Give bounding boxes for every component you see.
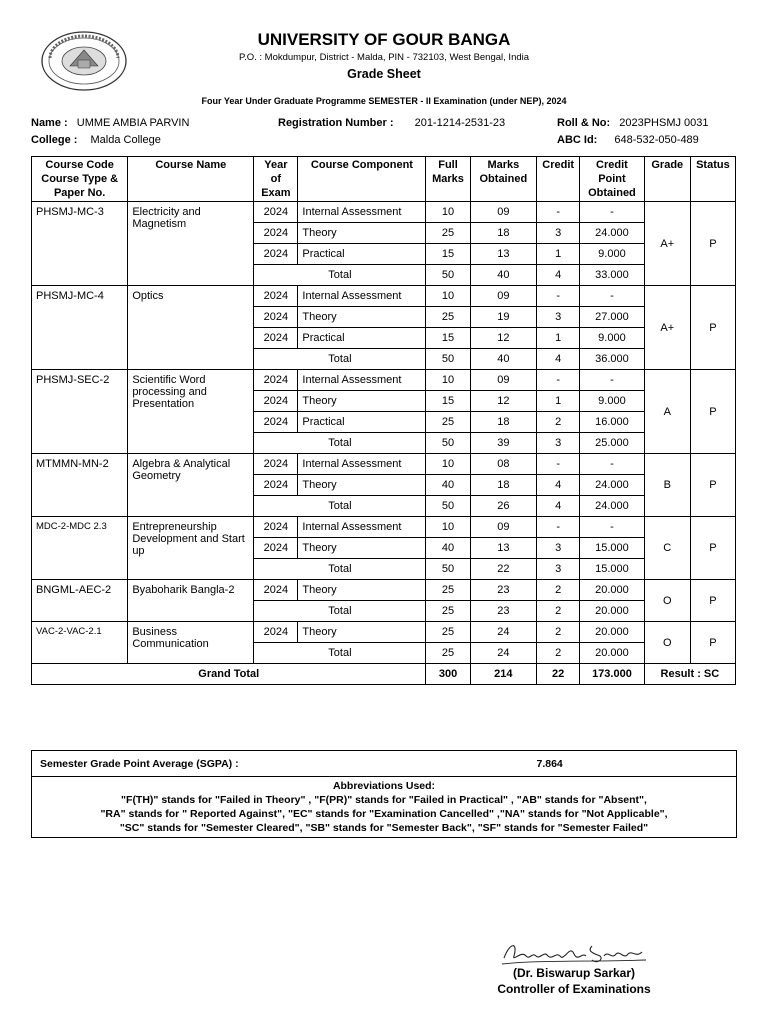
total-full-marks: 50 (426, 265, 470, 286)
course-component: Theory (298, 307, 426, 328)
credit: 2 (537, 412, 580, 433)
course-name: Scientific Word processing and Presentation (128, 370, 254, 454)
registration-row (278, 117, 505, 129)
total-full-marks: 25 (426, 601, 470, 622)
exam-year: 2024 (254, 328, 298, 349)
credit: - (537, 202, 580, 223)
status: P (690, 202, 735, 286)
course-name: Algebra & Analytical Geometry (128, 454, 254, 517)
grade: C (644, 517, 690, 580)
total-credit: 2 (537, 643, 580, 664)
col-header-full-marks: Full Marks (426, 157, 470, 202)
abc-row (557, 134, 699, 146)
grand-total-label: Grand Total (32, 664, 426, 685)
credit: - (537, 517, 580, 538)
course-name: Byaboharik Bangla-2 (128, 580, 254, 622)
credit-point: - (580, 202, 645, 223)
marks-obtained: 09 (470, 517, 537, 538)
college-name: Malda College (90, 134, 161, 146)
full-marks: 25 (426, 307, 470, 328)
sgpa-row (32, 751, 737, 777)
credit: 3 (537, 307, 580, 328)
col-header-status: Status (690, 157, 735, 202)
exam-year: 2024 (254, 244, 298, 265)
college-label: College : (31, 134, 78, 146)
exam-year: 2024 (254, 538, 298, 559)
course-component-row (32, 286, 736, 307)
credit: 3 (537, 538, 580, 559)
col-header-code: Course Code Course Type & Paper No. (32, 157, 128, 202)
total-credit: 3 (537, 433, 580, 454)
abc-label: ABC Id: (557, 134, 598, 146)
credit: 1 (537, 391, 580, 412)
course-name: Entrepreneurship Development and Start up (128, 517, 254, 580)
exam-year: 2024 (254, 580, 298, 601)
full-marks: 10 (426, 454, 470, 475)
total-credit: 4 (537, 496, 580, 517)
exam-year: 2024 (254, 370, 298, 391)
full-marks: 25 (426, 580, 470, 601)
total-full-marks: 50 (426, 559, 470, 580)
credit-point: 24.000 (580, 475, 645, 496)
marks-obtained: 18 (470, 223, 537, 244)
col-header-credit: Credit (537, 157, 580, 202)
status: P (690, 517, 735, 580)
registration-number: 201-1214-2531-23 (414, 117, 506, 129)
marks-obtained: 09 (470, 202, 537, 223)
student-name: UMME AMBIA PARVIN (76, 117, 190, 129)
total-label: Total (254, 601, 426, 622)
credit-point: 27.000 (580, 307, 645, 328)
grade-table (31, 156, 736, 685)
full-marks: 15 (426, 391, 470, 412)
grade: O (644, 622, 690, 664)
abbreviations-title: Abbreviations Used: (332, 780, 436, 792)
credit: 1 (537, 244, 580, 265)
college-row (31, 134, 161, 146)
credit-point: 16.000 (580, 412, 645, 433)
course-component: Theory (298, 391, 426, 412)
total-full-marks: 50 (426, 349, 470, 370)
exam-year: 2024 (254, 202, 298, 223)
course-component-row (32, 454, 736, 475)
total-marks-obtained: 22 (470, 559, 537, 580)
result-status: Result : SC (644, 664, 735, 685)
exam-year: 2024 (254, 223, 298, 244)
document-title: Grade Sheet (347, 67, 421, 81)
course-code: PHSMJ-MC-4 (32, 286, 128, 370)
exam-year: 2024 (254, 391, 298, 412)
roll-row (557, 117, 709, 129)
name-row (31, 117, 189, 129)
marks-obtained: 18 (470, 412, 537, 433)
credit: - (537, 286, 580, 307)
total-full-marks: 25 (426, 643, 470, 664)
total-marks-obtained: 40 (470, 349, 537, 370)
total-marks-obtained: 26 (470, 496, 537, 517)
credit-point: - (580, 517, 645, 538)
full-marks: 10 (426, 370, 470, 391)
total-credit-point: 25.000 (580, 433, 645, 454)
status: P (690, 622, 735, 664)
registration-label: Registration Number : (278, 117, 394, 129)
controller-name: (Dr. Biswarup Sarkar) (512, 966, 636, 980)
total-credit-point: 20.000 (580, 643, 645, 664)
total-full-marks: 50 (426, 496, 470, 517)
course-component: Theory (298, 538, 426, 559)
total-label: Total (254, 265, 426, 286)
course-code: PHSMJ-MC-3 (32, 202, 128, 286)
total-credit-point: 15.000 (580, 559, 645, 580)
total-label: Total (254, 349, 426, 370)
university-name: UNIVERSITY OF GOUR BANGA (257, 30, 511, 49)
credit-point: 9.000 (580, 328, 645, 349)
marks-obtained: 13 (470, 244, 537, 265)
abbreviations-line-3: "SC" stands for "Semester Cleared", "SB" stands for "Semester Back", "SF" stands for "Semester Failed" (119, 822, 649, 834)
exam-year: 2024 (254, 517, 298, 538)
programme-title: Four Year Under Graduate Programme SEMESTER - II Examination (under NEP), 2024 (201, 96, 567, 106)
total-credit-point: 20.000 (580, 601, 645, 622)
col-header-year: Year of Exam (254, 157, 298, 202)
abbreviations-row (32, 777, 737, 838)
marks-obtained: 19 (470, 307, 537, 328)
course-component-row (32, 517, 736, 538)
credit: 1 (537, 328, 580, 349)
grand-total-credit: 22 (537, 664, 580, 685)
total-label: Total (254, 643, 426, 664)
course-component: Theory (298, 622, 426, 643)
marks-obtained: 12 (470, 391, 537, 412)
col-header-credit-point: Credit Point Obtained (580, 157, 645, 202)
exam-year: 2024 (254, 475, 298, 496)
col-header-grade: Grade (644, 157, 690, 202)
credit-point: 9.000 (580, 244, 645, 265)
exam-year: 2024 (254, 622, 298, 643)
credit-point: 24.000 (580, 223, 645, 244)
course-component: Practical (298, 412, 426, 433)
course-component-row (32, 580, 736, 601)
col-header-component: Course Component (298, 157, 426, 202)
total-marks-obtained: 40 (470, 265, 537, 286)
exam-year: 2024 (254, 454, 298, 475)
full-marks: 15 (426, 328, 470, 349)
marks-obtained: 23 (470, 580, 537, 601)
total-label: Total (254, 559, 426, 580)
course-component: Theory (298, 475, 426, 496)
course-name: Business Communication (128, 622, 254, 664)
table-header-row (32, 157, 736, 202)
course-component: Internal Assessment (298, 517, 426, 538)
handwritten-signature (500, 938, 650, 968)
course-name: Electricity and Magnetism (128, 202, 254, 286)
roll-number: 2023PHSMJ 0031 (619, 117, 709, 129)
credit-point: - (580, 454, 645, 475)
full-marks: 10 (426, 202, 470, 223)
status: P (690, 370, 735, 454)
grand-total-full: 300 (426, 664, 470, 685)
abc-id: 648-532-050-489 (614, 134, 699, 146)
credit-point: 20.000 (580, 580, 645, 601)
credit: 4 (537, 475, 580, 496)
total-label: Total (254, 496, 426, 517)
total-label: Total (254, 433, 426, 454)
total-marks-obtained: 39 (470, 433, 537, 454)
col-header-marks-obtained: Marks Obtained (470, 157, 537, 202)
abbreviations-line-2: "RA" stands for " Reported Against", "EC" stands for "Examination Cancelled" ,"NA" stands for "Not Applicable", (100, 808, 668, 820)
grand-total-obtained: 214 (470, 664, 537, 685)
abbreviations-line-1: "F(TH)" stands for "Failed in Theory" , "F(PR)" stands for "Failed in Practical" , "AB" stands for "Absent", (121, 794, 647, 806)
course-component: Internal Assessment (298, 454, 426, 475)
controller-title: Controller of Examinations (497, 982, 651, 996)
course-name: Optics (128, 286, 254, 370)
marks-obtained: 24 (470, 622, 537, 643)
credit-point: 9.000 (580, 391, 645, 412)
roll-label: Roll & No: (557, 117, 611, 129)
full-marks: 10 (426, 517, 470, 538)
total-credit: 2 (537, 601, 580, 622)
total-marks-obtained: 24 (470, 643, 537, 664)
total-full-marks: 50 (426, 433, 470, 454)
course-component-row (32, 370, 736, 391)
marks-obtained: 12 (470, 328, 537, 349)
course-code: BNGML-AEC-2 (32, 580, 128, 622)
course-component-row (32, 622, 736, 643)
credit-point: 20.000 (580, 622, 645, 643)
total-marks-obtained: 23 (470, 601, 537, 622)
university-address: P.O. : Mokdumpur, District - Malda, PIN - 732103, West Bengal, India (238, 52, 530, 63)
full-marks: 40 (426, 538, 470, 559)
status: P (690, 286, 735, 370)
credit-point: 15.000 (580, 538, 645, 559)
total-credit: 3 (537, 559, 580, 580)
total-credit-point: 33.000 (580, 265, 645, 286)
sgpa-value: 7.864 (507, 751, 737, 777)
course-component-row (32, 202, 736, 223)
footer-table (31, 750, 737, 838)
course-component: Theory (298, 580, 426, 601)
course-code: VAC-2-VAC-2.1 (32, 622, 128, 664)
course-component: Internal Assessment (298, 202, 426, 223)
status: P (690, 580, 735, 622)
marks-obtained: 08 (470, 454, 537, 475)
grade: B (644, 454, 690, 517)
course-code: MDC-2-MDC 2.3 (32, 517, 128, 580)
total-credit-point: 36.000 (580, 349, 645, 370)
total-credit: 4 (537, 349, 580, 370)
credit: - (537, 454, 580, 475)
exam-year: 2024 (254, 307, 298, 328)
course-component: Internal Assessment (298, 286, 426, 307)
exam-year: 2024 (254, 412, 298, 433)
marks-obtained: 13 (470, 538, 537, 559)
grade: A (644, 370, 690, 454)
abbreviations-block (32, 777, 737, 838)
course-code: PHSMJ-SEC-2 (32, 370, 128, 454)
course-component: Practical (298, 328, 426, 349)
grade: A+ (644, 202, 690, 286)
credit: 3 (537, 223, 580, 244)
full-marks: 25 (426, 622, 470, 643)
grade: O (644, 580, 690, 622)
credit-point: - (580, 286, 645, 307)
course-component: Theory (298, 223, 426, 244)
name-label: Name : (31, 117, 68, 129)
full-marks: 25 (426, 223, 470, 244)
credit-point: - (580, 370, 645, 391)
marks-obtained: 09 (470, 370, 537, 391)
course-component: Internal Assessment (298, 370, 426, 391)
sgpa-label: Semester Grade Point Average (SGPA) : (32, 751, 507, 777)
status: P (690, 454, 735, 517)
grand-total-credit-point: 173.000 (580, 664, 645, 685)
course-code: MTMMN-MN-2 (32, 454, 128, 517)
credit: 2 (537, 622, 580, 643)
marks-obtained: 18 (470, 475, 537, 496)
credit: 2 (537, 580, 580, 601)
full-marks: 15 (426, 244, 470, 265)
col-header-name: Course Name (128, 157, 254, 202)
grand-total-row (32, 664, 736, 685)
course-component: Practical (298, 244, 426, 265)
grade: A+ (644, 286, 690, 370)
total-credit-point: 24.000 (580, 496, 645, 517)
full-marks: 10 (426, 286, 470, 307)
credit: - (537, 370, 580, 391)
marks-obtained: 09 (470, 286, 537, 307)
total-credit: 4 (537, 265, 580, 286)
full-marks: 25 (426, 412, 470, 433)
full-marks: 40 (426, 475, 470, 496)
exam-year: 2024 (254, 286, 298, 307)
